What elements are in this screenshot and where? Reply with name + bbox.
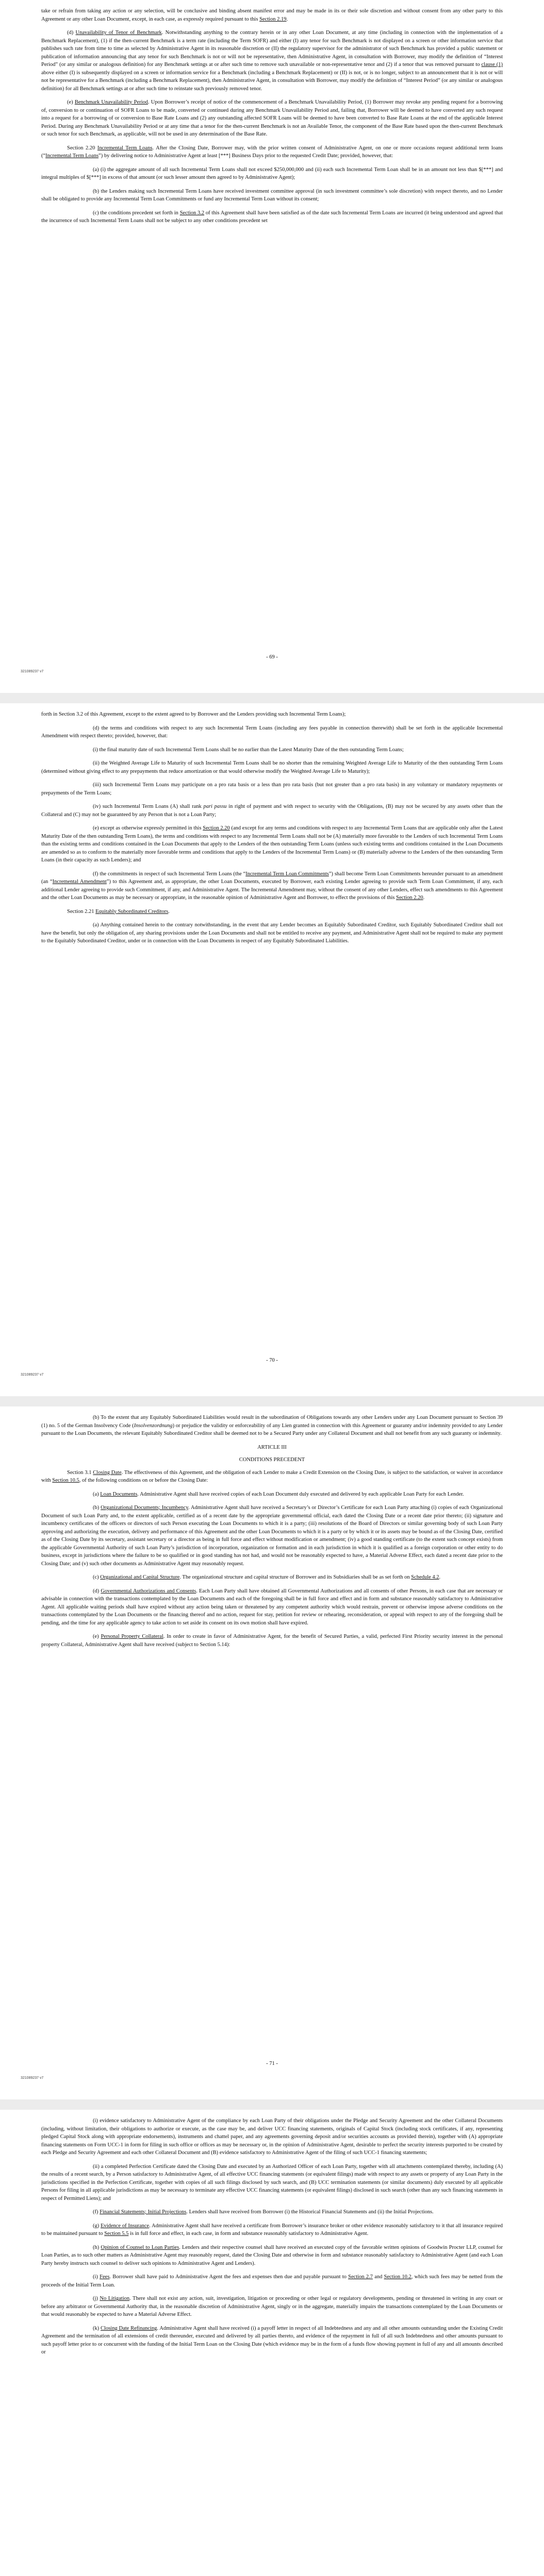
cross-reference: Governmental Authorizations and Consents bbox=[101, 1588, 196, 1594]
footer-doc-id: 321089237 v7 bbox=[21, 1373, 44, 1377]
cross-reference: Section 2.20 bbox=[396, 895, 423, 901]
text-run: (h) bbox=[93, 2244, 101, 2250]
cross-reference: Equitably Subordinated Creditors bbox=[95, 908, 169, 914]
text-run: (i) the final maturity date of such Incremental Term Loans shall be no earlier than the Latest Maturity Date of the then outstanding Term Loans; bbox=[93, 747, 404, 753]
page-number: - 69 - bbox=[266, 654, 278, 660]
article-heading bbox=[41, 1456, 503, 1464]
text-run: . Upon Borrower’s receipt of notice of the commencement of a Benchmark Unavailability Period, (1) Borrower may revoke any pending request for a borrowing of, conversion to or continuation of SOFR Loans to be made, converted or continued during any Benchmark Unavailability Period and, failing that, Borrower will be deemed to have converted any such request into a request for a borrowing of or conversion to Base Rate Loans and (2) any outstanding affected SOFR Loans will be deemed to have been converted to Base Rate Loans at the end of the applicable Interest Period. During any Benchmark Unavailability Period or at any time that a tenor for the then-current Benchmark is not an Available Tenor, the component of the Base Rate based upon the then-current Benchmark or such tenor for such Benchmark, as applicable, will not be used in any determination of the Base Rate. bbox=[41, 99, 503, 137]
text-run: (e) bbox=[93, 1634, 101, 1639]
text-run: forth in Section 3.2 of this Agreement, except to the extent agreed to by Borrower and the Lenders providing such Incremental Term Loans); bbox=[41, 711, 346, 717]
cross-reference: Section 2.19 bbox=[259, 16, 287, 22]
text-run: . Each Loan Party shall have obtained all Governmental Authorizations and all consents of other Persons, in each case that are necessary or advisable in connection with the transactions contemplated by the Loan Documents and each of the foregoing shall be in full force and effect and in form and substance reasonably satisfactory to Administrative Agent. All applicable waiting periods shall have expired without any action being taken or threatened by any competent authority which would restrain, prevent or otherwise impose adverse conditions on the transactions contemplated by the Loan Documents or the financing thereof and no action, request for stay, petition for review or rehearing, reconsideration, or appeal with respect to any of the foregoing shall be pending, and the time for any applicable agency to take action to set aside its consent on its own motion shall have expired. bbox=[41, 1588, 503, 1626]
text-run: (c) the conditions precedent set forth in bbox=[93, 210, 180, 216]
cross-reference: Closing Date bbox=[93, 1469, 122, 1476]
paragraph bbox=[41, 166, 503, 182]
paragraph bbox=[41, 1504, 503, 1568]
document-page bbox=[0, 0, 544, 693]
text-run: . Borrower shall have paid to Administrative Agent the fees and expenses then due and payable pursuant to bbox=[109, 2274, 349, 2280]
text-run: (e) except as otherwise expressly permitted in this bbox=[93, 825, 203, 831]
cross-reference: Section 5.5 bbox=[104, 2231, 129, 2236]
text-run: . Administrative Agent shall have received a certificate from Borrower’s insurance broker or other evidence reasonably satisfactory to it that all insurance required to be maintained pursuant to bbox=[41, 2223, 503, 2236]
text-run: ARTICLE III bbox=[257, 1444, 287, 1450]
text-run: ”) to this Agreement and, as appropriate, the other Loan Documents, executed by Borrower, each existing Lender agreeing to provide such Term Loan Commitment, if any, each additional Lender agreeing to provide such Commitment, if any, and Administrative Agent. The Incremental Amendment may, without the consent of any other Lenders, effect such amendments to this Agreement and the other Loan Documents as may be necessary or appropriate, in the reasonable opinion of Administrative Agent and Borrower, to effect the provisions of this bbox=[41, 879, 503, 901]
text-run: . Lenders and their respective counsel shall have received an executed copy of the favorable written opinions of Goodwin Procter LLP, counsel for Loan Parties, as to such other matters as Administrative Agent may reasonably request, dated the Closing Date and otherwise in form and substance reasonably satisfactory to Administrative Agent (and each Loan Party hereby instructs such counsel to deliver such opinions to Administrative Agent and Lenders). bbox=[41, 2244, 503, 2266]
paragraph bbox=[41, 1414, 503, 1438]
cross-reference: Benchmark Unavailability Period bbox=[74, 99, 148, 105]
cross-reference: Unavailability of Tenor of Benchmark bbox=[75, 30, 162, 36]
cross-reference: No Litigation bbox=[100, 2296, 130, 2301]
paragraph bbox=[41, 2273, 503, 2289]
text-run: (f) bbox=[93, 2209, 100, 2215]
text-run: above either (I) is subsequently displayed on a screen or information service for a Benchmark (including a Benchmark Replacement) or (II) is not, or is no longer, subject to an announcement that it is not or will not be representative for a Benchmark (including a Benchmark Replacement), then Administrative Agent, in consultation with Borrower, may modify the definition of “Interest Period” (or any similar or analogous definition) for all Benchmark settings at or after such time to reinstate such previously removed tenor. bbox=[41, 70, 503, 92]
paragraph bbox=[41, 824, 503, 865]
paragraph bbox=[41, 908, 503, 916]
text-run: (a) (i) the aggregate amount of all such Incremental Term Loans shall not exceed $250,000,000 and (ii) each such Incremental Term Loan shall be in an amount not less than $[***] and integral multiples of $[***] in excess of that amount (or such lesser amount then agreed to by Administrative Agent); bbox=[41, 166, 503, 180]
paragraph bbox=[41, 29, 503, 93]
paragraph bbox=[41, 1573, 503, 1582]
text-run: (c) bbox=[93, 1574, 101, 1580]
cross-reference: Section 2.7 bbox=[348, 2274, 373, 2280]
text-run: (e) bbox=[67, 99, 75, 105]
paragraph bbox=[41, 2208, 503, 2216]
text-run: (g) bbox=[93, 2223, 101, 2229]
cross-reference: Evidence of Insurance bbox=[101, 2223, 150, 2229]
text-run: of this Agreement shall have been satisfied as of the date such Incremental Term Loans are incurred (it being understood and agreed that the incurrence of such Incremental Term Loans shall not be subject to any other conditions precedent set bbox=[41, 210, 503, 224]
text-run: and bbox=[373, 2274, 384, 2280]
text-run: (a) bbox=[93, 1491, 101, 1497]
text-run: (b) bbox=[93, 1505, 101, 1511]
text-run: . bbox=[286, 16, 288, 22]
text-run: CONDITIONS PRECEDENT bbox=[239, 1457, 305, 1463]
article-heading bbox=[41, 1444, 503, 1452]
text-run: Section 3.1 bbox=[67, 1469, 93, 1476]
paragraph bbox=[41, 209, 503, 225]
text-run: is in full force and effect, in each case, in form and substance reasonably satisfactory to Administrative Agent. bbox=[128, 2231, 369, 2236]
paragraph bbox=[41, 2295, 503, 2319]
text-run: , which such fees may be netted from the proceeds of the Initial Term Loan. bbox=[41, 2274, 503, 2288]
text-run: (d) bbox=[93, 1588, 101, 1594]
document-page bbox=[0, 703, 544, 1396]
text-run: (iii) such Incremental Term Loans may participate on a pro rata basis or a less than pro rata basis (but not greater than a pro rata basis) in any voluntary or mandatory repayments or prepayments of the Term Loans; bbox=[41, 782, 503, 796]
text-run: Section 2.20 bbox=[67, 145, 97, 151]
text-run: (ii) the Weighted Average Life to Maturity of such Incremental Term Loans shall be no shorter than the remaining Weighted Average Life to Maturity of the then outstanding Term Loans (determined without giving effect to any prepayments that reduce amortization or that would otherwise modify the Weighted Average Life to Maturity); bbox=[41, 760, 503, 774]
text-run: . The effectiveness of this Agreement, and the obligation of each Lender to make a Credit Extension on the Closing Date, is subject to the satisfaction, or waiver in accordance with bbox=[41, 1469, 503, 1483]
paragraph bbox=[41, 1587, 503, 1628]
text-run: in right of payment and with respect to security with the Obligations, (B) may not be secured by any assets other than the Collateral and (C) may not be guaranteed by any Person that is not a Loan Party; bbox=[41, 804, 503, 818]
text-run: (d) the terms and conditions with respect to any such Incremental Term Loans (including any fees payable in connection therewith) shall be set forth in the applicable Incremental Amendment with respect thereto; provided, however, that: bbox=[41, 725, 503, 739]
text-run: (ii) a completed Perfection Certificate dated the Closing Date and executed by an Authorized Officer of each Loan Party, together with all attachments contemplated thereby, including (A) the results of a recent search, by a Person satisfactory to Administrative Agent, of all effective UCC financing statements (or equivalent filings) made with respect to any assets or property of any Loan Party in the jurisdictions specified in the Perfection Certificate, together with copies of all such filings disclosed by such search, and (B) UCC termination statements (or similar documents) duly executed by all applicable Persons for filing in all applicable jurisdictions as may be necessary to terminate any effective UCC financing statements (or equivalent filings) disclosed in such search (other than any such financing statements in respect of Permitted Liens); and bbox=[41, 2163, 503, 2201]
text-run: (a) Anything contained herein to the contrary notwithstanding, in the event that any Lender becomes an Equitably Subordinated Creditor, such Equitably Subordinated Creditor shall not have the benefit, but only the obligation of, any sharing provisions under the Loan Documents and shall not be entitled to receive any payment, and Administrative Agent shall not be required to make any payment to the Equitably Subordinated Creditor, under or in connection with the Loan Documents in respect of any Equitably Subordinated Liabilities. bbox=[41, 922, 503, 944]
text-run: . bbox=[423, 895, 425, 901]
paragraph bbox=[41, 870, 503, 902]
cross-reference: Incremental Amendment bbox=[52, 879, 107, 885]
text-run: (and except for any terms and conditions with respect to any Incremental Term Loans that are applicable only after the Latest Maturity Date of the then outstanding Term Loans), the terms and conditions with respect to any Incremental Term Loans shall not be (A) materially more favorable to the Lenders of such Incremental Term Loans than the existing terms and conditions contained in the Loan Documents that apply to the Lenders of the then outstanding Term Loans (unless such existing terms and conditions contained in the Loan Documents are amended so as to conform to the materially more favorable terms and conditions that apply to the Lenders of the Incremental Term Loans) or (B) materially adverse to the Lenders of the then outstanding Term Loans (in their capacity as such Lenders); and bbox=[41, 825, 503, 863]
text-run: (j) bbox=[93, 2296, 100, 2301]
text-run: take or refrain from taking any action or any selection, will be conclusive and binding absent manifest error and may be made in its or their sole discretion and without consent from any other party to this Agreement or any other Loan Document, except, in each case, as expressly required pursuant to this bbox=[41, 8, 503, 22]
cross-reference: Closing Date Refinancing bbox=[101, 2325, 157, 2331]
paragraph bbox=[41, 781, 503, 797]
paragraph bbox=[41, 188, 503, 204]
document-page bbox=[0, 1406, 544, 2099]
text-run: (i) bbox=[93, 2274, 100, 2280]
text-run: Section 2.21 bbox=[67, 908, 96, 914]
paragraph bbox=[41, 1490, 503, 1499]
paragraph bbox=[41, 2117, 503, 2157]
paragraph bbox=[41, 7, 503, 23]
text-run: . There shall not exist any action, suit, investigation, litigation or proceeding or other legal or regulatory developments, pending or threatened in writing in any court or before any arbitrator or Governmental Authority that, in the reasonable discretion of Administrative Agent, singly or in the aggregate, materially impairs the transactions contemplated by the Loan Documents or that would reasonably be expected to have a Material Adverse Effect. bbox=[41, 2296, 503, 2317]
paragraph bbox=[41, 1469, 503, 1485]
text-run: ) or prejudice the validity or enforceability of any Lien granted in connection with this Agreement or guaranty and/or indemnity provided to any Lender pursuant to the Loan Documents, the relevant Equitably Subordinated Creditor shall be deemed not to be a Secured Party under any Collateral Document and shall not benefit from any such guaranty or indemnity. bbox=[41, 1422, 503, 1436]
paragraph bbox=[41, 98, 503, 139]
text-run: (b) To the extent that any Equitably Subordinated Liabilities would result in the subordination of Obligations towards any other Lenders under any Loan Document pursuant to Section 39 (1) no. 5 of the German Insolvency Code ( bbox=[41, 1415, 503, 1429]
paragraph bbox=[41, 746, 503, 754]
cross-reference: Section 3.2 bbox=[179, 210, 205, 216]
text-run: . bbox=[439, 1574, 441, 1580]
cross-reference: Incremental Term Loans bbox=[45, 153, 99, 159]
paragraph bbox=[41, 921, 503, 945]
text-run: . After the Closing Date, Borrower may, with the prior written consent of Administrative Agent, on one or more occasions request additional term loans (“ bbox=[41, 145, 503, 159]
paragraph bbox=[41, 2244, 503, 2268]
page-number: - 71 - bbox=[266, 2061, 278, 2066]
text-run: (f) the commitments in respect of such Incremental Term Loans (the “ bbox=[93, 871, 246, 877]
paragraph bbox=[41, 144, 503, 160]
cross-reference: Opinion of Counsel to Loan Parties bbox=[101, 2244, 179, 2250]
paragraph bbox=[41, 803, 503, 819]
cross-reference: clause (1) bbox=[481, 62, 503, 67]
footer-doc-id: 321089237 v7 bbox=[21, 2076, 44, 2080]
cross-reference: Fees bbox=[100, 2274, 110, 2280]
paragraph bbox=[41, 2222, 503, 2238]
text-run: , of the following conditions on or before the Closing Date: bbox=[79, 1478, 208, 1483]
paragraph bbox=[41, 710, 503, 719]
text-run: . bbox=[168, 908, 170, 914]
text-run: . In order to create in favor of Administrative Agent, for the benefit of Secured Parties, a valid, perfected First Priority security interest in the personal property Collateral, Administrative Agent shall have received (subject to Section 5.14): bbox=[41, 1634, 503, 1648]
page-body bbox=[41, 710, 503, 1345]
cross-reference: Organizational Documents; Incumbency bbox=[101, 1505, 188, 1511]
text-run: . The organizational structure and capital structure of Borrower and its Subsidiaries shall be as set forth on bbox=[179, 1574, 411, 1580]
page-number: - 70 - bbox=[266, 1358, 278, 1363]
cross-reference: Incremental Term Loan Commitments bbox=[245, 871, 329, 877]
page-body bbox=[41, 2117, 503, 2576]
text-run: . Administrative Agent shall have received a Secretary’s or Director’s Certificate for each Loan Party attaching (i) copies of each Organizational Document of such Loan Party and, to the extent applicable, certified as of a recent date by the appropriate governmental official, each dated the Closing Date or a recent date prior thereto; (ii) signature and incumbency certificates of the officers or directors of such Person executing the Loan Documents to which it is a party; (iii) resolutions of the Board of Directors or similar governing body of such Loan Party approving and authorizing the execution, delivery and performance of this Agreement and the other Loan Documents to which it is a party or by which it or its assets may be bound as of the Closing Date, certified as of the Closing Date by its secretary, assistant secretary or a director as being in full force and effect without modification or amendment; (iv) a good standing certificate (to the extent such concept exists) from the applicable Governmental Authority of such Loan Party’s jurisdiction of incorporation, organization or formation and in each jurisdiction in which it is qualified as a foreign corporation or other entity to do business, except in jurisdictions where the failure to be so qualified or in good standing has not had, and would not be reasonably expected to have, a Material Adverse Effect, each dated a recent date prior to the Closing Date; and (v) such other documents as Administrative Agent may reasonably request. bbox=[41, 1505, 503, 1567]
text-run: (b) the Lenders making such Incremental Term Loans have received investment committee approval (in such investment committee’s sole discretion) with respect thereto, and no Lender shall be obligated to provide any Incremental Term Loan Commitments or fund any Incremental Term Loan without its consent; bbox=[41, 188, 503, 202]
cross-reference: Incremental Term Loans bbox=[97, 145, 153, 151]
italic-term: pari passu bbox=[203, 804, 227, 809]
document-page bbox=[0, 2110, 544, 2576]
paragraph bbox=[41, 2163, 503, 2203]
cross-reference: Organizational and Capital Structure bbox=[100, 1574, 180, 1580]
text-run: (d) bbox=[67, 30, 76, 36]
italic-term: Insolvenzordnung bbox=[134, 1422, 173, 1429]
text-run: (i) evidence satisfactory to Administrative Agent of the compliance by each Loan Party of their obligations under the Pledge and Security Agreement and the other Collateral Documents (including, without limitation, their obligations to authorize or execute, as the case may be, and deliver UCC financing statements, originals of Capital Stock (including stock certificates, if any, representing pledged Capital Stock along with appropriate endorsements), instruments and chattel paper, and any agreements governing deposit and/or securities accounts as provided therein), together with (A) appropriate financing statements on Form UCC-1 in form for filing in such office or offices as may be necessary or, in the opinion of Administrative Agent, desirable to perfect the security interests purported to be created by each Pledge and Security Agreement and each other Collateral Document and (B) evidence satisfactory to Administrative Agent of the filing of such UCC-1 financing statements; bbox=[41, 2118, 503, 2156]
cross-reference: Section 10.2 bbox=[384, 2274, 411, 2280]
text-run: . Notwithstanding anything to the contrary herein or in any other Loan Document, at any time (including in connection with the implementation of a Benchmark Replacement), (1) if the then-current Benchmark is a term rate (including the Term SOFR) and either (I) any tenor for such Benchmark is not displayed on a screen or other information service that publishes such rate from time to time as selected by Administrative Agent in its reasonable discretion or (II) the regulatory supervisor for the administrator of such Benchmark has provided a public statement or publication of information announcing that any tenor for such Benchmark is not or will not be representative, then Administrative Agent, in consultation with Borrower, may modify the definition of “Interest Period” (or any similar or analogous definition) for any Benchmark settings at or after such time to remove such unavailable or non-representative tenor and (2) if a tenor that was removed pursuant to bbox=[41, 30, 503, 67]
cross-reference: Loan Documents bbox=[100, 1491, 138, 1497]
page-body bbox=[41, 7, 503, 641]
text-run: . Administrative Agent shall have received copies of each Loan Document duly executed and delivered by each applicable Loan Party for each Lender. bbox=[137, 1491, 464, 1497]
cross-reference: Section 10.5 bbox=[52, 1478, 79, 1483]
paragraph bbox=[41, 724, 503, 740]
text-run: ”) shall become Term Loan Commitments hereunder pursuant to an amendment (an “ bbox=[41, 871, 503, 885]
text-run: (k) bbox=[93, 2325, 101, 2331]
text-run: (iv) such Incremental Term Loans (A) shall rank bbox=[93, 804, 204, 809]
page-body bbox=[41, 1414, 503, 2048]
text-run: ”) by delivering notice to Administrative Agent at least [***] Business Days prior to the requested Credit Date; provided, however, that: bbox=[98, 153, 393, 159]
paragraph bbox=[41, 759, 503, 775]
cross-reference: Section 2.20 bbox=[203, 825, 230, 831]
cross-reference: Personal Property Collateral bbox=[101, 1634, 163, 1639]
text-run: . Lenders shall have received from Borrower (i) the Historical Financial Statements and (ii) the Initial Projections. bbox=[186, 2209, 434, 2215]
paragraph bbox=[41, 1633, 503, 1649]
text-run: . Administrative Agent shall have received (i) a payoff letter in respect of all Indebtedness and any and all other amounts outstanding under the Existing Credit Agreement and the termination of all extensions of credit thereunder, executed and delivered by all parties thereto, and evidence of the repayment in full of all such Indebtedness and other amounts pursuant to such payoff letter prior to or concurrent with the funding of the Initial Term Loan on the Closing Date (which evidence may be in the form of a funds flow showing payment in full of any and all amounts described or bbox=[41, 2325, 503, 2355]
footer-doc-id: 321089237 v7 bbox=[21, 670, 44, 673]
cross-reference: Schedule 4.2 bbox=[411, 1574, 439, 1580]
cross-reference: Financial Statements; Initial Projections bbox=[100, 2209, 187, 2215]
paragraph bbox=[41, 2325, 503, 2357]
